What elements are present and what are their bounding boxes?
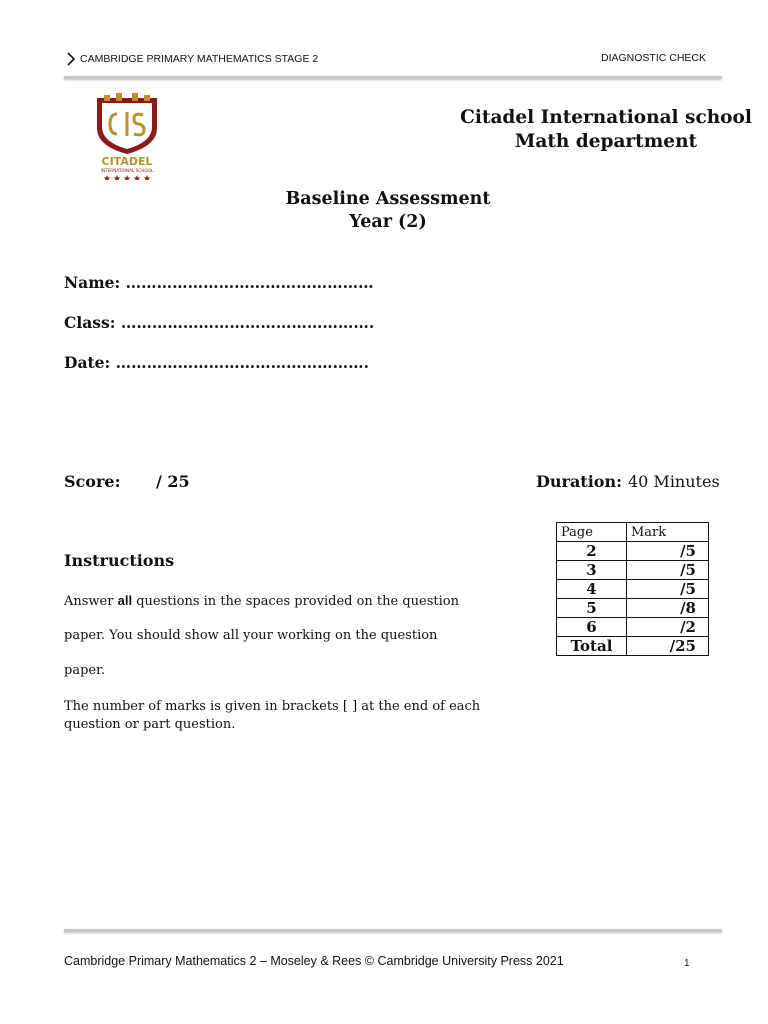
- instructions-line-2: paper. You should show all your working on the question: [64, 628, 438, 643]
- page-number: 1: [684, 958, 690, 969]
- assessment-year: Year (2): [349, 212, 427, 232]
- footer-citation: Cambridge Primary Mathematics 2 – Moseley & Rees © Cambridge University Press 2021: [64, 954, 564, 968]
- page-cell: 2: [557, 542, 627, 561]
- instructions-text: Answer: [64, 594, 118, 609]
- school-heading: [456, 106, 756, 154]
- page-cell: 6: [557, 618, 627, 637]
- footer-divider: [64, 929, 722, 932]
- header-divider: [64, 76, 722, 79]
- instructions-marks-note: The number of marks is given in brackets [ ] at the end of each question or part question.: [64, 699, 481, 732]
- column-header-mark: Mark: [627, 523, 709, 542]
- school-name: Citadel International school: [460, 107, 752, 128]
- name-field[interactable]: Name: …………………………………………: [64, 273, 374, 292]
- mark-cell: /8: [627, 599, 709, 618]
- header-document-type: DIAGNOSTIC CHECK: [600, 52, 706, 64]
- mark-cell: /5: [627, 580, 709, 599]
- score-total: / 25: [156, 472, 190, 491]
- instructions-text: questions in the spaces provided on the question: [132, 594, 459, 609]
- instructions-heading: Instructions: [64, 551, 175, 570]
- assessment-title: [238, 188, 538, 234]
- table-row: [557, 618, 709, 637]
- date-field[interactable]: Date: ………………………………………….: [64, 353, 370, 372]
- duration-value: 40 Minutes: [627, 472, 720, 491]
- duration-label: Duration:: [536, 472, 622, 491]
- table-row: [557, 580, 709, 599]
- mark-cell: /5: [627, 542, 709, 561]
- instructions-line-1: [64, 592, 484, 611]
- svg-text:INTERNATIONAL SCHOOL: INTERNATIONAL SCHOOL: [100, 168, 154, 173]
- marks-table-header: [557, 523, 709, 542]
- marks-table: [556, 522, 709, 656]
- table-row: [557, 599, 709, 618]
- chevron-right-icon: [66, 52, 76, 66]
- total-label-cell: Total: [557, 637, 627, 656]
- header-course-title: CAMBRIDGE PRIMARY MATHEMATICS STAGE 2: [80, 53, 319, 65]
- mark-cell: /2: [627, 618, 709, 637]
- duration: [536, 472, 720, 491]
- table-row-total: [557, 637, 709, 656]
- school-logo: [90, 92, 164, 180]
- score-label: Score:: [64, 472, 121, 491]
- running-header-left: [66, 52, 318, 66]
- assessment-name: Baseline Assessment: [285, 189, 491, 209]
- class-field[interactable]: Class: ………………………………………….: [64, 313, 375, 332]
- table-row: [557, 542, 709, 561]
- table-row: [557, 561, 709, 580]
- page-cell: 3: [557, 561, 627, 580]
- instructions-line-3: paper.: [64, 663, 106, 678]
- page-cell: 4: [557, 580, 627, 599]
- total-mark-cell: /25: [627, 637, 709, 656]
- instructions-emphasis: all: [117, 593, 133, 608]
- column-header-page: Page: [557, 523, 627, 542]
- svg-text:CITADEL: CITADEL: [101, 155, 153, 168]
- page-cell: 5: [557, 599, 627, 618]
- mark-cell: /5: [627, 561, 709, 580]
- department-name: Math department: [514, 131, 698, 152]
